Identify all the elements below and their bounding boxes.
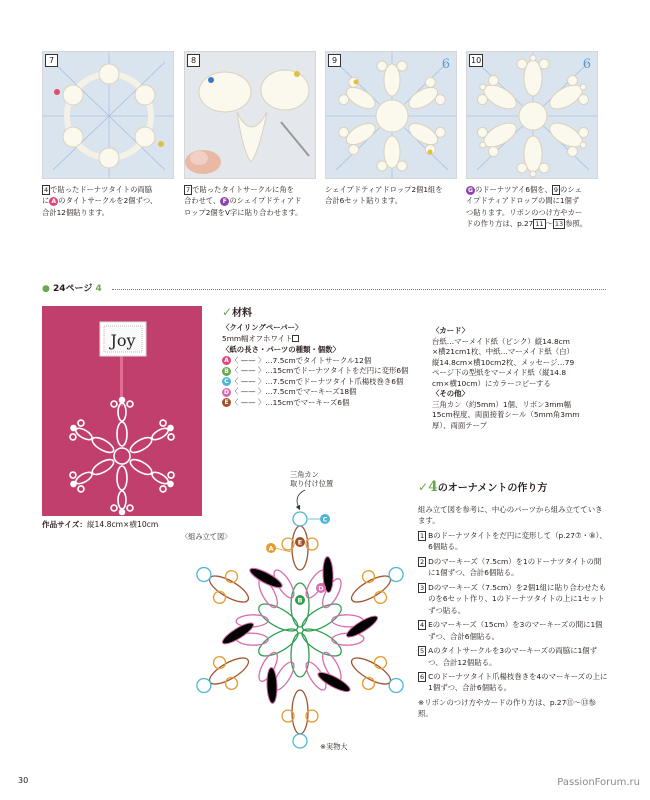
check-icon: ✓	[222, 305, 233, 319]
title-text: のオーナメントの作り方	[437, 483, 548, 494]
step-10	[466, 51, 598, 229]
step-num: 7	[45, 54, 58, 67]
instruction-text: Cのドーナツタイト爪楊枝巻きを4のマーキーズの上に1個ずつ、合計6個貼る。	[428, 671, 608, 693]
paper-heading: 〈クイリングペーパー〉	[222, 323, 303, 333]
caption-text: 合計6セット貼ります。	[325, 196, 403, 206]
step-badge: 6	[441, 57, 450, 72]
instruction-item	[418, 645, 608, 668]
size-label: 作品サイズ：	[42, 520, 87, 529]
instruction-text: Dのマーキーズ（7.5cm）を2個1組に貼り合わせたものを6セット作り、1のドーナツタイトの上に1セットずつ貼る。	[428, 582, 607, 615]
top-label-line1: 三角カン	[290, 470, 319, 479]
part-letter-badge: A	[222, 356, 231, 365]
part-text: 〈 —— 〉…15cmでマーキーズ6個	[231, 397, 350, 407]
materials-extra	[432, 326, 608, 431]
step-photos	[42, 51, 598, 261]
part-letter-badge: A	[49, 197, 58, 206]
instruction-text: Bのドーナツタイトをだ円に変形して（p.27⑦・⑧）、6個貼る。	[428, 530, 607, 552]
instructions-section	[418, 478, 608, 723]
caption-text: のシェイプドティアド	[229, 196, 302, 206]
page-ref-mark: 4	[95, 284, 102, 294]
size-value: 縦14.8cm×横10cm	[86, 520, 159, 529]
text-line: ×横21cm1枚、中紙…マーメイド紙（白）	[432, 347, 574, 357]
caption-text: イプドティアドロップの間に1個ず	[466, 196, 580, 206]
scale-label: ※実物大	[320, 742, 348, 751]
part-letter-badge: G	[466, 186, 475, 195]
step-ref-box: 13	[554, 219, 564, 228]
materials-title-text: 材料	[232, 308, 253, 319]
caption-text: のシェ	[560, 185, 582, 194]
step-caption	[466, 184, 598, 229]
caption-text: のドーナツアイ6個を、	[475, 185, 552, 194]
step-7-photo	[42, 51, 174, 179]
step-number-box: 5	[420, 647, 425, 656]
caption-text: 合計12個貼ります。	[42, 207, 110, 217]
letter-B: B	[297, 596, 303, 605]
top-label-line2: 取り付け位置	[290, 479, 334, 488]
parts-list	[222, 356, 432, 409]
instruction-item	[418, 556, 608, 579]
step-number-box: 3	[420, 583, 425, 592]
part-text: 〈 —— 〉…15cmでドーナツタイトをだ円に変形6個	[231, 366, 409, 376]
instructions-title	[418, 478, 608, 498]
step-ref-box: 11	[535, 219, 544, 228]
page-reference: ● 24ページ 4	[42, 284, 102, 294]
paper-value	[222, 334, 432, 345]
text-line: ページ下の型紙をマーメイド紙（縦14.8	[432, 368, 567, 378]
instruction-text: Dのマーキーズ（7.5cm）を1のドーナツタイトの間に1個ずつ、合計6個貼る。	[428, 556, 602, 578]
step-7	[42, 51, 174, 218]
materials-section	[222, 304, 432, 408]
assembly-diagram	[175, 470, 425, 770]
text-line: 台紙…マーメイド紙（ピンク）縦14.8cm	[432, 336, 570, 346]
paper-value-text: 5mm幅オフホワイト	[222, 333, 293, 343]
step-num: 8	[187, 54, 200, 67]
step-caption	[184, 184, 316, 218]
instructions-list	[418, 530, 608, 694]
parts-item	[222, 377, 432, 388]
caption-text: で貼ったドーナツタイトの両脇	[50, 185, 153, 194]
step-ref-box: 9	[553, 186, 559, 194]
instruction-text: Aのタイトサークルを3のマーキーズの両脇に1個ずつ、合計12個貼る。	[428, 646, 598, 667]
text-line: cm×横10cm）にカラーコピーする	[432, 378, 551, 388]
caption-text: ドの作り方は、p.27	[466, 218, 534, 228]
title-number: 4	[428, 479, 438, 495]
caption-text: 〜	[545, 218, 553, 228]
step-caption	[42, 184, 174, 218]
part-text: 〈 —— 〉…7.5cmでマーキーズ18個	[231, 387, 357, 397]
dotted-divider	[112, 289, 606, 290]
step-ref-box: 4	[44, 186, 49, 194]
instruction-item	[418, 671, 608, 694]
materials-title	[222, 304, 432, 321]
product-size	[42, 520, 158, 531]
step-caption	[325, 184, 457, 207]
parts-item	[222, 366, 432, 377]
step-num: 9	[328, 54, 341, 67]
page-number: 30	[18, 775, 29, 785]
parts-item	[222, 398, 432, 409]
watermark: PassionForum.ru	[557, 776, 640, 788]
step-number-box: 1	[420, 531, 425, 540]
instruction-item	[418, 530, 608, 553]
step-number-box: 4	[420, 621, 425, 630]
step-number-box: 6	[420, 672, 425, 681]
caption-text: 参照。	[565, 218, 588, 228]
instructions-intro: 組み立て図を参考に、中心のパーツから組み立てていきます。	[418, 504, 603, 526]
caption-text: 合わせて、	[184, 196, 221, 206]
step-number-box: 2	[420, 557, 425, 566]
part-text: 〈 —— 〉…7.5cmでタイトサークル12個	[231, 355, 372, 365]
text-line: 三角カン（約5mm）1個、リボン3mm幅	[432, 399, 571, 409]
part-letter-badge: C	[222, 377, 231, 386]
other-lines	[432, 400, 608, 432]
letter-D: D	[318, 584, 324, 593]
step-8	[184, 51, 316, 218]
parts-item	[222, 387, 432, 398]
instructions-note: ※リボンのつけ方やカードの作り方は、p.27⑪〜⑬参照。	[418, 697, 596, 719]
step-9	[325, 51, 457, 207]
step-8-photo	[184, 51, 316, 179]
part-letter-badge: B	[222, 367, 231, 376]
instruction-item	[418, 619, 608, 642]
other-heading: 〈その他〉	[432, 389, 469, 399]
card-lines	[432, 337, 608, 390]
check-icon: ✓	[418, 480, 429, 494]
caption-text: ロップ2個をV字に貼り合わせます。	[184, 207, 303, 217]
instruction-item	[418, 582, 608, 616]
caption-text: に	[42, 196, 50, 206]
step-badge: 6	[582, 57, 591, 72]
parts-heading: 〈紙の長さ・パーツの種類・個数〉	[222, 345, 340, 355]
part-letter-badge: D	[222, 388, 231, 397]
letter-C: C	[322, 515, 328, 524]
color-swatch	[292, 335, 299, 342]
part-letter-badge: F	[220, 197, 229, 206]
part-letter-badge: E	[222, 398, 231, 407]
card-heading: 〈カード〉	[432, 326, 469, 335]
snowflake-diagram	[175, 470, 425, 770]
caption-text: のタイトサークルを2個ずつ、	[58, 196, 158, 206]
caption-text: つ貼ります。リボンのつけ方やカー	[466, 207, 583, 217]
joy-tag-text: Joy	[110, 331, 136, 350]
step-10-photo	[466, 51, 598, 179]
part-text: 〈 —— 〉…7.5cmでドーナツタイト爪楊枝巻き6個	[231, 376, 404, 386]
caption-text: シェイプドティアドロップ2個1組を	[325, 185, 443, 194]
text-line: 15cm程度、両面接着シール（5mm角3mm	[432, 410, 580, 420]
step-9-photo	[325, 51, 457, 179]
caption-text: で貼ったタイトサークルに角を	[192, 185, 294, 194]
letter-A: A	[268, 544, 274, 553]
letter-E: E	[297, 538, 303, 547]
instruction-text: Eのマーキーズ（15cm）を3のマーキーズの間に1個ずつ、合計6個貼る。	[428, 620, 603, 641]
text-line: 縦14.8cm×横10cm2枚、メッセージ…79	[432, 357, 575, 367]
page-ref-number: 24	[53, 284, 66, 294]
parts-item	[222, 356, 432, 367]
text-line: 厚）、両面テープ	[432, 420, 488, 430]
step-ref-box: 7	[186, 186, 191, 194]
page-ref-unit: ページ	[65, 284, 93, 294]
assembly-label: 〈組み立て図〉	[181, 532, 232, 541]
section-header	[42, 282, 606, 296]
step-num: 10	[471, 56, 482, 65]
